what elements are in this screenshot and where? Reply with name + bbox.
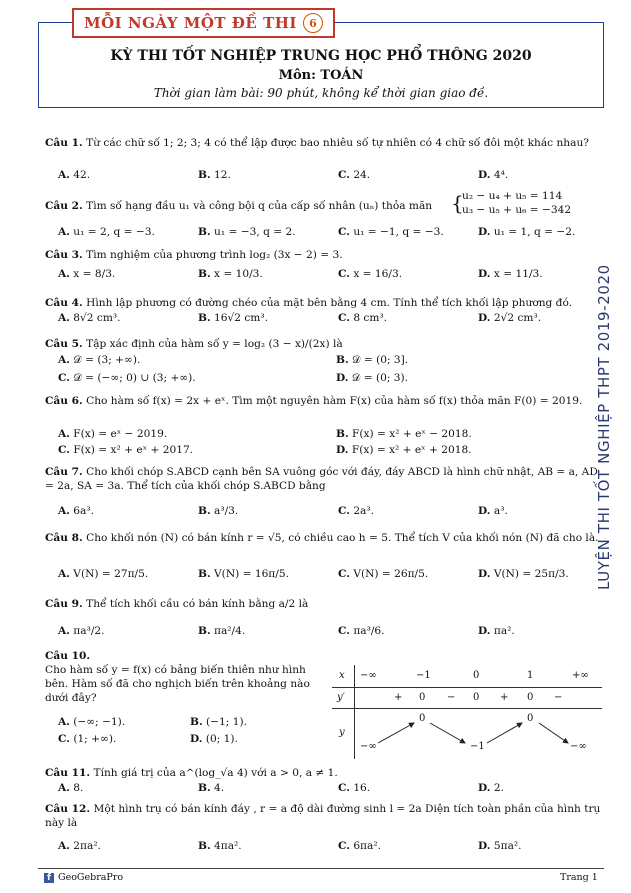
y-value: −1 bbox=[470, 741, 485, 752]
option-c[interactable]: C. (1; +∞). bbox=[58, 733, 117, 745]
option-b[interactable]: B. u₁ = −3, q = 2. bbox=[198, 226, 296, 238]
options-row bbox=[58, 840, 606, 854]
options-row bbox=[58, 354, 606, 368]
equation-1: u₂ − u₄ + u₅ = 114 bbox=[462, 190, 563, 202]
question-2 bbox=[45, 199, 445, 213]
option-b[interactable]: B. 12. bbox=[198, 169, 231, 181]
variation-arrows bbox=[332, 709, 602, 759]
x-value: −∞ bbox=[360, 670, 377, 681]
option-c[interactable]: C. 6πa². bbox=[338, 840, 381, 852]
question-1 bbox=[45, 136, 605, 150]
options-row bbox=[58, 428, 606, 442]
question-text: Cho hàm số y = f(x) có bảng biến thiên như hình bên. Hàm số đã cho nghịch biến trên khoảng nào dưới đây? bbox=[45, 664, 310, 704]
option-a[interactable]: A. 𝒟 = (3; +∞). bbox=[58, 354, 141, 366]
options-row bbox=[58, 733, 328, 747]
y-value: −∞ bbox=[360, 741, 377, 752]
option-b[interactable]: B. 16√2 cm³. bbox=[198, 312, 268, 324]
option-a[interactable]: A. 8. bbox=[58, 782, 84, 794]
option-c[interactable]: C. 24. bbox=[338, 169, 371, 181]
option-b[interactable]: B. (−1; 1). bbox=[190, 716, 247, 728]
arrow-decreasing bbox=[430, 723, 465, 743]
options-row bbox=[58, 568, 606, 582]
question-text: Tính giá trị của a^(log_√a 4) với a > 0, a ≠ 1. bbox=[93, 767, 338, 779]
option-b[interactable]: B. πa²/4. bbox=[198, 625, 246, 637]
question-text: Hình lập phương có đường chéo của mặt bên bằng 4 cm. Tính thể tích khối lập phương đó. bbox=[86, 297, 573, 309]
option-b[interactable]: B. a³/3. bbox=[198, 505, 239, 517]
option-c[interactable]: C. 𝒟 = (−∞; 0) ∪ (3; +∞). bbox=[58, 372, 196, 384]
options-row bbox=[58, 268, 606, 282]
question-text: Cho hàm số f(x) = 2x + eˣ. Tìm một nguyên hàm F(x) của hàm số f(x) thỏa mãn F(0) = 2019. bbox=[86, 395, 583, 407]
yprime-label: y′ bbox=[337, 692, 345, 703]
question-text: Tìm số hạng đầu u₁ và công bội q của cấp số nhân (uₙ) thỏa mãn bbox=[86, 200, 433, 212]
question-7 bbox=[45, 465, 605, 493]
sign: − bbox=[447, 692, 456, 703]
option-d[interactable]: D. F(x) = x² + eˣ + 2018. bbox=[336, 444, 472, 456]
question-label: Câu 7. bbox=[45, 466, 83, 478]
equation-system bbox=[462, 189, 571, 217]
x-value: 1 bbox=[527, 670, 534, 681]
option-c[interactable]: C. V(N) = 26π/5. bbox=[338, 568, 429, 580]
option-c[interactable]: C. 2a³. bbox=[338, 505, 374, 517]
options-row bbox=[58, 169, 606, 183]
question-text: Tìm nghiệm của phương trình log₂ (3x − 2) = 3. bbox=[86, 249, 343, 261]
question-4 bbox=[45, 296, 605, 310]
question-text: Tập xác định của hàm số y = log₂ (3 − x)/(2x) là bbox=[86, 338, 343, 350]
option-a[interactable]: A. 42. bbox=[58, 169, 91, 181]
question-text: Từ các chữ số 1; 2; 3; 4 có thể lập được bao nhiêu số tự nhiên có 4 chữ số đôi một khác nhau? bbox=[86, 137, 589, 149]
banner-text: MỖI NGÀY MỘT ĐỀ THI bbox=[84, 14, 297, 32]
question-label: Câu 10. bbox=[45, 650, 91, 662]
sign: + bbox=[500, 692, 509, 703]
question-label: Câu 2. bbox=[45, 200, 83, 212]
footer-brand[interactable] bbox=[44, 872, 123, 883]
question-11 bbox=[45, 766, 605, 780]
equation-2: u₃ − u₅ + u₆ = −342 bbox=[462, 204, 572, 216]
x-value: +∞ bbox=[572, 670, 589, 681]
question-text: Cho khối chóp S.ABCD cạnh bên SA vuông góc với đáy, đáy ABCD là hình chữ nhật, AB = a, AD = 2a, SA = 3a. Thể tích của khối chóp S.ABCD bằng bbox=[45, 466, 598, 492]
option-d[interactable]: D. a³. bbox=[478, 505, 508, 517]
arrow-increasing bbox=[378, 723, 414, 743]
option-d[interactable]: D. πa². bbox=[478, 625, 515, 637]
arrow-decreasing bbox=[539, 723, 568, 743]
question-label: Câu 5. bbox=[45, 338, 83, 350]
options-row bbox=[58, 625, 606, 639]
exam-title: KỲ THI TỐT NGHIỆP TRUNG HỌC PHỔ THÔNG 2020 bbox=[110, 48, 532, 64]
footer-divider bbox=[38, 868, 604, 869]
option-a[interactable]: A. u₁ = 2, q = −3. bbox=[58, 226, 155, 238]
banner-number: 6 bbox=[303, 13, 323, 33]
options-row bbox=[58, 372, 606, 386]
options-row bbox=[58, 444, 606, 458]
x-value: −1 bbox=[416, 670, 431, 681]
sign: − bbox=[554, 692, 563, 703]
sign: 0 bbox=[527, 692, 534, 703]
option-d[interactable]: D. 𝒟 = (0; 3). bbox=[336, 372, 408, 384]
option-c[interactable]: C. 16. bbox=[338, 782, 371, 794]
option-a[interactable]: A. x = 8/3. bbox=[58, 268, 116, 280]
time-note: Thời gian làm bài: 90 phút, không kể thời gian giao đề. bbox=[153, 86, 489, 100]
question-6 bbox=[45, 394, 605, 408]
option-c[interactable]: C. πa³/6. bbox=[338, 625, 385, 637]
system-brace: { bbox=[451, 191, 464, 215]
option-b[interactable]: B. 4πa². bbox=[198, 840, 242, 852]
options-row bbox=[58, 226, 606, 240]
y-value: 0 bbox=[419, 713, 426, 724]
banner bbox=[72, 8, 335, 38]
option-a[interactable]: A. (−∞; −1). bbox=[58, 716, 126, 728]
option-a[interactable]: A. 8√2 cm³. bbox=[58, 312, 121, 324]
x-label: x bbox=[339, 670, 345, 681]
option-d[interactable]: D. (0; 1). bbox=[190, 733, 238, 745]
facebook-icon: f bbox=[44, 873, 54, 883]
question-label: Câu 8. bbox=[45, 532, 83, 544]
question-3 bbox=[45, 248, 605, 262]
option-b[interactable]: B. 𝒟 = (0; 3]. bbox=[336, 354, 409, 366]
question-label: Câu 3. bbox=[45, 249, 83, 261]
option-b[interactable]: B. x = 10/3. bbox=[198, 268, 263, 280]
table-divider bbox=[332, 687, 602, 688]
sign: + bbox=[394, 692, 403, 703]
option-d[interactable]: D. V(N) = 25π/3. bbox=[478, 568, 569, 580]
option-a[interactable]: A. V(N) = 27π/5. bbox=[58, 568, 149, 580]
sign: 0 bbox=[419, 692, 426, 703]
options-row bbox=[58, 716, 328, 730]
option-c[interactable]: C. 8 cm³. bbox=[338, 312, 388, 324]
question-label: Câu 11. bbox=[45, 767, 91, 779]
y-label: y bbox=[339, 727, 345, 738]
options-row bbox=[58, 505, 606, 519]
option-c[interactable]: C. x = 16/3. bbox=[338, 268, 403, 280]
question-9 bbox=[45, 597, 605, 611]
question-label: Câu 6. bbox=[45, 395, 83, 407]
variation-table bbox=[332, 665, 602, 759]
question-label: Câu 12. bbox=[45, 803, 91, 815]
subject: Môn: TOÁN bbox=[278, 68, 364, 83]
question-12 bbox=[45, 802, 605, 830]
question-text: Cho khối nón (N) có bán kính r = √5, có chiều cao h = 5. Thể tích V của khối nón (N) đã cho là. bbox=[86, 532, 599, 544]
question-5 bbox=[45, 337, 605, 351]
option-d[interactable]: D. 2. bbox=[478, 782, 504, 794]
footer-brand-text: GeoGebraPro bbox=[58, 872, 124, 883]
question-label: Câu 9. bbox=[45, 598, 83, 610]
option-d[interactable]: D. 5πa². bbox=[478, 840, 522, 852]
sign: 0 bbox=[473, 692, 480, 703]
options-row bbox=[58, 312, 606, 326]
page-number: Trang 1 bbox=[560, 872, 598, 883]
y-value: −∞ bbox=[570, 741, 587, 752]
x-value: 0 bbox=[473, 670, 480, 681]
option-d[interactable]: D. 4⁴. bbox=[478, 169, 509, 181]
option-c[interactable]: C. u₁ = −1, q = −3. bbox=[338, 226, 444, 238]
options-row bbox=[58, 782, 606, 796]
question-label: Câu 1. bbox=[45, 137, 83, 149]
question-text: Một hình trụ có bán kính đáy , r = a độ dài đường sinh l = 2a Diện tích toàn phần của hình trụ này là bbox=[45, 803, 601, 829]
option-a[interactable]: A. F(x) = eˣ − 2019. bbox=[58, 428, 168, 440]
option-d[interactable]: D. 2√2 cm³. bbox=[478, 312, 542, 324]
option-a[interactable]: A. 6a³. bbox=[58, 505, 94, 517]
option-d[interactable]: D. x = 11/3. bbox=[478, 268, 543, 280]
option-a[interactable]: A. πa³/2. bbox=[58, 625, 105, 637]
question-8 bbox=[45, 531, 605, 545]
side-banner-text: LUYỆN THI TỐT NGHIỆP THPT 2019-2020 bbox=[595, 264, 613, 590]
y-value: 0 bbox=[527, 713, 534, 724]
option-b[interactable]: B. 4. bbox=[198, 782, 225, 794]
question-label: Câu 4. bbox=[45, 297, 83, 309]
option-d[interactable]: D. u₁ = 1, q = −2. bbox=[478, 226, 576, 238]
option-b[interactable]: B. V(N) = 16π/5. bbox=[198, 568, 289, 580]
option-c[interactable]: C. F(x) = x² + eˣ + 2017. bbox=[58, 444, 194, 456]
question-text: Thể tích khối cầu có bán kính bằng a/2 là bbox=[86, 598, 309, 610]
arrow-increasing bbox=[487, 723, 522, 743]
option-a[interactable]: A. 2πa². bbox=[58, 840, 101, 852]
option-b[interactable]: B. F(x) = x² + eˣ − 2018. bbox=[336, 428, 472, 440]
question-10 bbox=[45, 649, 325, 705]
